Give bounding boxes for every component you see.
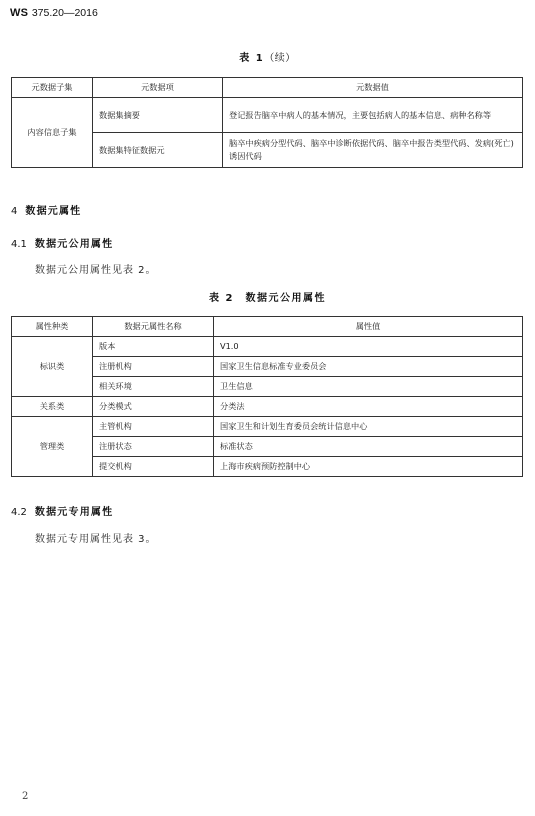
table1-header-row: [12, 78, 523, 98]
table1-header-cell: 元数据项: [93, 78, 223, 98]
table2-header-cell: 属性种类: [12, 317, 93, 337]
standard-number: 375.20—2016: [31, 7, 98, 19]
table-row: [12, 397, 523, 417]
section-number: 4: [11, 206, 18, 217]
section-4-2-paragraph: 数据元专用属性见表 3。: [35, 534, 157, 545]
section-4-heading: [11, 202, 81, 217]
table1-caption-sub: （续）: [264, 53, 296, 64]
table2-category-cell: 标识类: [12, 337, 93, 397]
table-row: [12, 98, 523, 133]
table2-name-cell: 主管机构: [93, 417, 214, 437]
page-number: 2: [22, 791, 29, 802]
table2-name-cell: 相关环境: [93, 377, 214, 397]
table2-name-cell: 注册机构: [93, 357, 214, 377]
table1-item-cell: 数据集特征数据元: [93, 133, 223, 168]
section-title: 数据元公用属性: [34, 239, 114, 250]
section-4-1-paragraph: 数据元公用属性见表 2。: [35, 265, 157, 276]
table2-caption: 表 2 数据元公用属性: [209, 293, 326, 304]
table2-value-cell: 卫生信息: [214, 377, 523, 397]
table2-category-cell: 关系类: [12, 397, 93, 417]
table1-caption: [0, 49, 535, 64]
section-4-1-heading: [11, 235, 113, 250]
table2-header-row: [12, 317, 523, 337]
running-header: [10, 6, 98, 19]
table2-header-cell: 属性值: [214, 317, 523, 337]
section-number: 4.2: [11, 507, 27, 518]
table2-value-cell: 国家卫生和计划生育委员会统计信息中心: [214, 417, 523, 437]
table1-value-cell: 脑卒中疾病分型代码、脑卒中诊断依据代码、脑卒中报告类型代码、发病(死亡)诱因代码: [223, 133, 523, 168]
section-number: 4.1: [11, 239, 27, 250]
table2-name-cell: 分类模式: [93, 397, 214, 417]
table1: [11, 77, 523, 168]
table1-header-cell: 元数据值: [223, 78, 523, 98]
section-title: 数据元专用属性: [34, 507, 114, 518]
table1-header-cell: 元数据子集: [12, 78, 93, 98]
table2: [11, 316, 523, 477]
table2-value-cell: 上海市疾病预防控制中心: [214, 457, 523, 477]
table2-name-cell: 版本: [93, 337, 214, 357]
table-row: [12, 337, 523, 357]
table2-value-cell: 国家卫生信息标准专业委员会: [214, 357, 523, 377]
table2-category-cell: 管理类: [12, 417, 93, 477]
section-4-2-heading: [11, 503, 113, 518]
table1-group-cell: 内容信息子集: [12, 98, 93, 168]
table2-value-cell: V1.0: [214, 337, 523, 357]
table2-name-cell: 注册状态: [93, 437, 214, 457]
table2-name-cell: 提交机构: [93, 457, 214, 477]
table1-value-cell: 登记报告脑卒中病人的基本情况，主要包括病人的基本信息、病种名称等: [223, 98, 523, 133]
table2-header-cell: 数据元属性名称: [93, 317, 214, 337]
table1-caption-main: 表 1: [239, 53, 265, 64]
standard-code: WS: [10, 7, 29, 19]
table-row: [12, 417, 523, 437]
table2-value-cell: 分类法: [214, 397, 523, 417]
table2-value-cell: 标准状态: [214, 437, 523, 457]
table1-item-cell: 数据集摘要: [93, 98, 223, 133]
section-title: 数据元属性: [25, 206, 82, 217]
